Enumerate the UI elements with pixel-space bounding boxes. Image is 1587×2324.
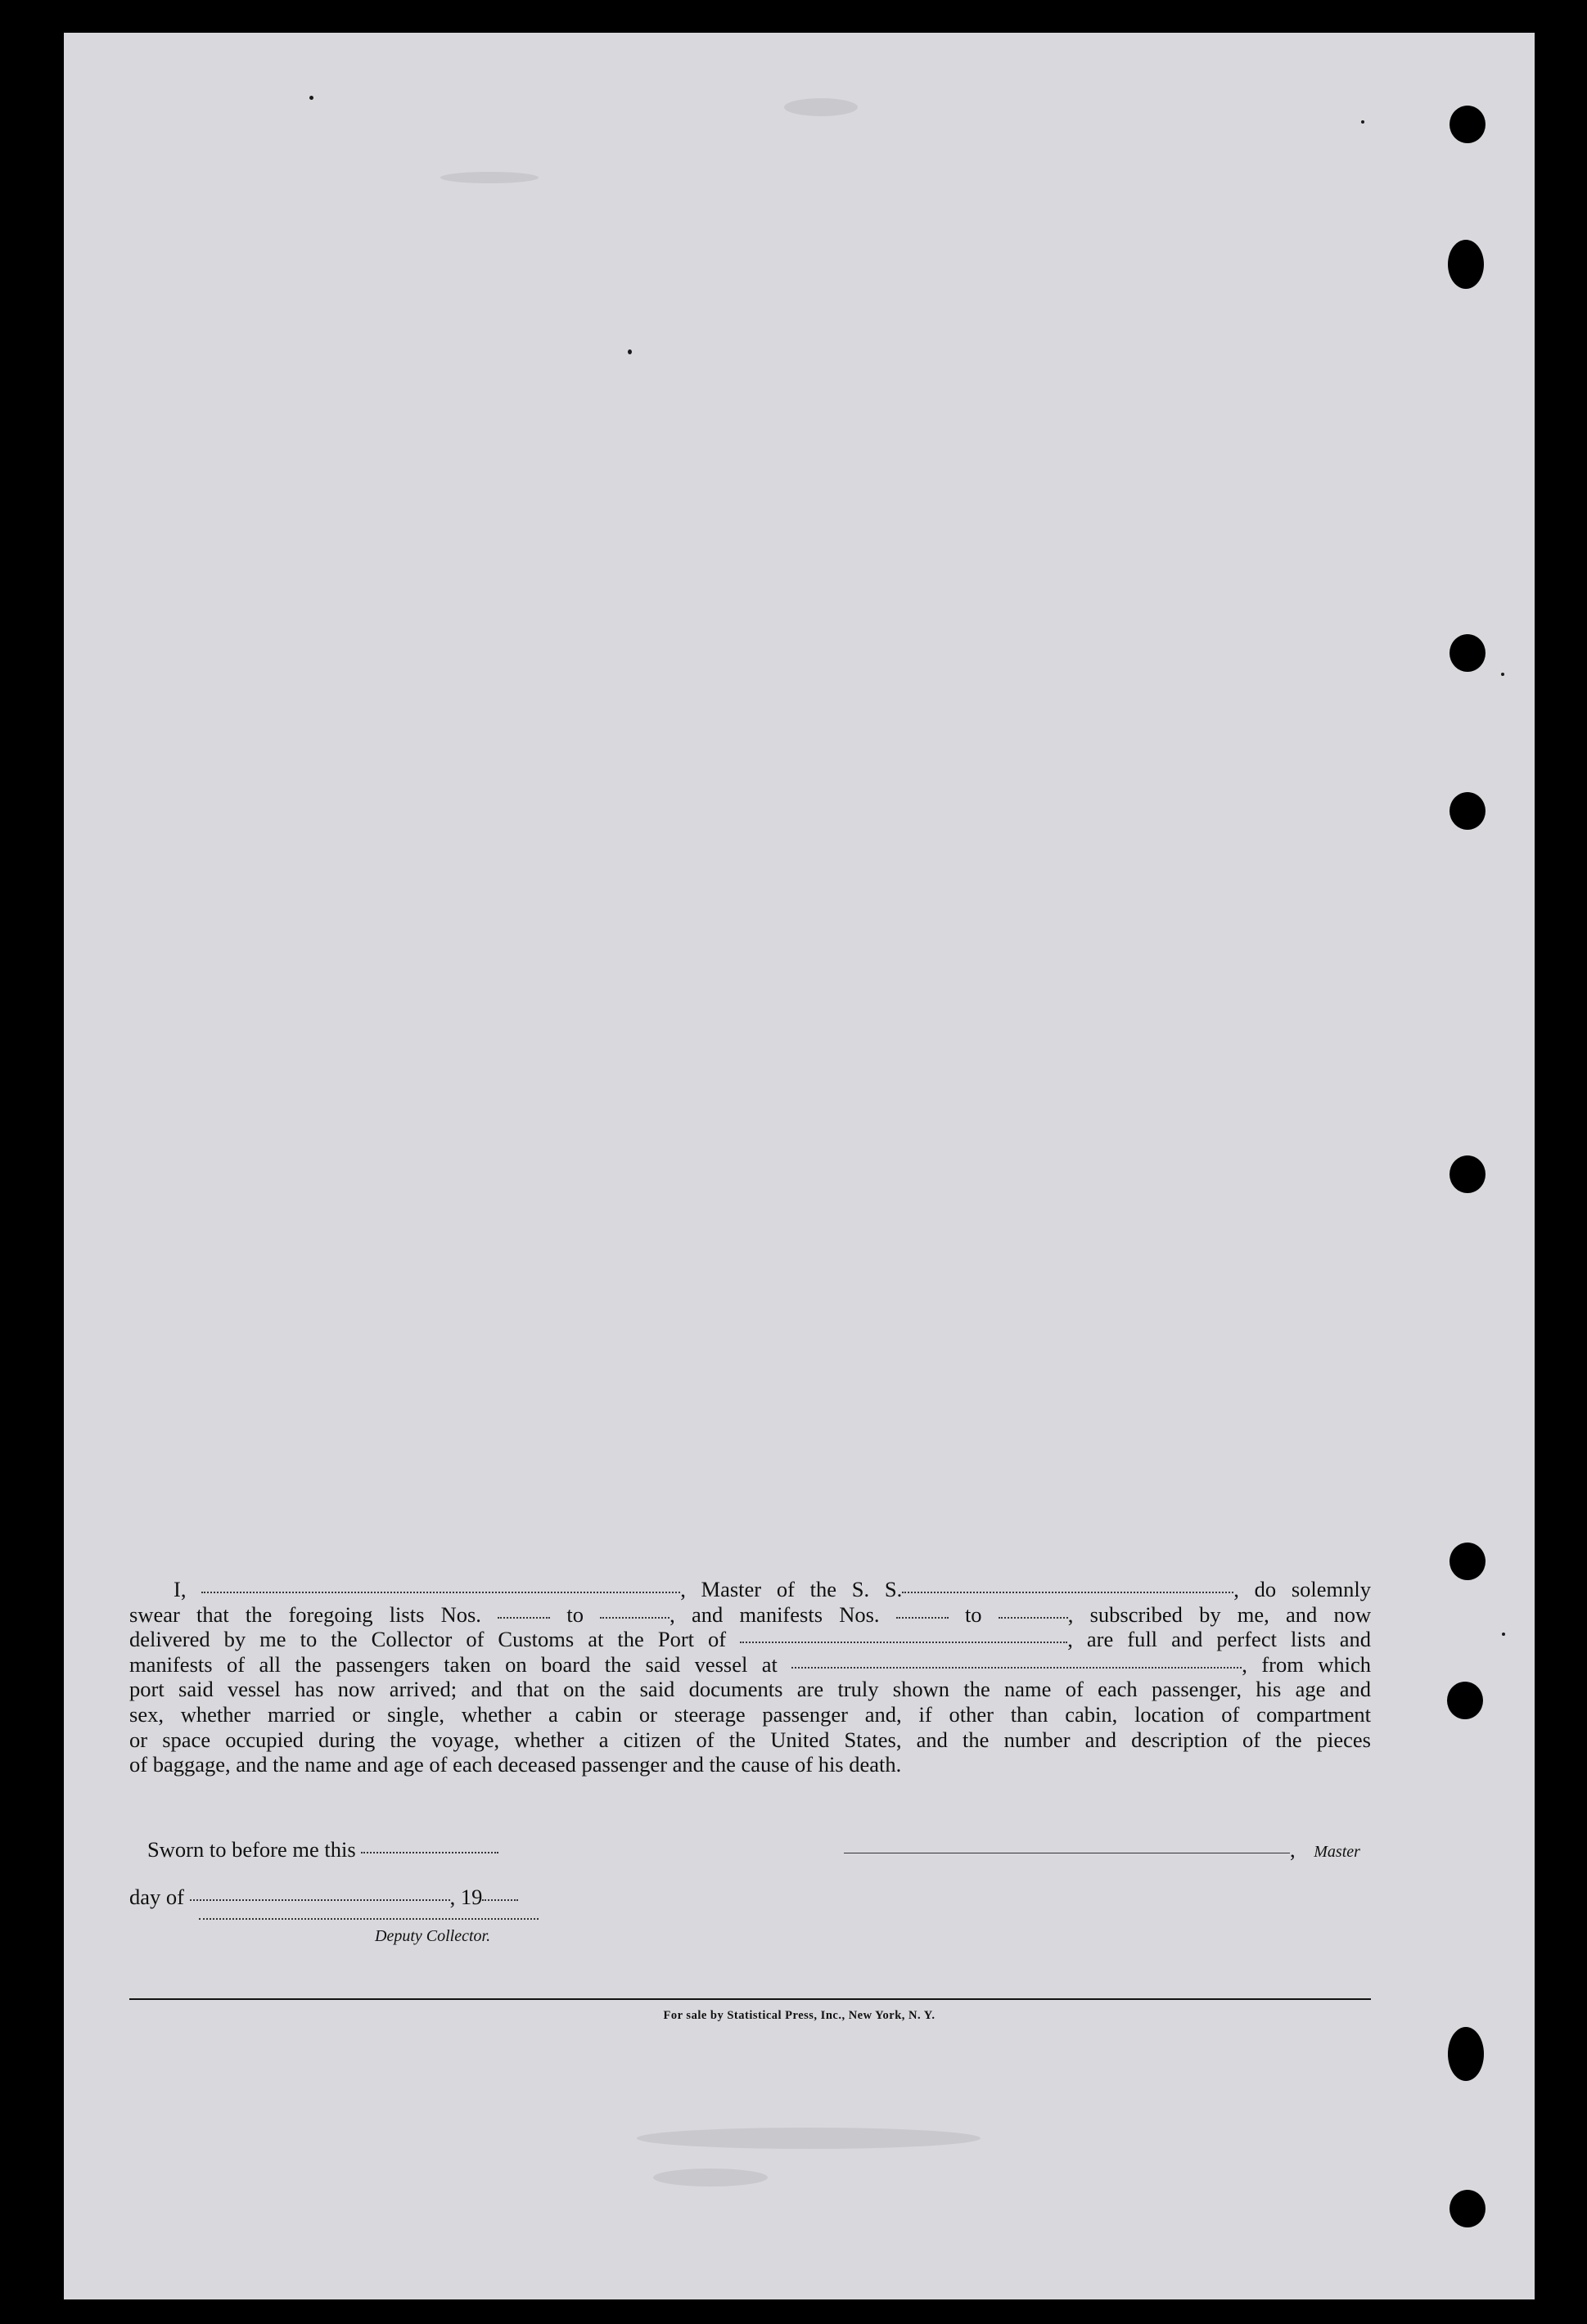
oath-text: I, bbox=[174, 1577, 187, 1601]
smudge bbox=[653, 2169, 768, 2187]
blank-field bbox=[791, 1667, 1242, 1669]
blank-field bbox=[902, 1592, 1233, 1593]
blank-field bbox=[600, 1617, 670, 1619]
oath-text: to bbox=[964, 1601, 982, 1627]
oath-line: of baggage, and the name and age of each deceased passenger and the cause of his death. bbox=[129, 1752, 902, 1777]
blank-field bbox=[482, 1899, 518, 1901]
master-caption: Master bbox=[1314, 1843, 1360, 1861]
blank-field bbox=[999, 1617, 1068, 1619]
smudge bbox=[440, 172, 539, 183]
punch-hole bbox=[1449, 106, 1486, 143]
dust-speck bbox=[1501, 673, 1504, 676]
blank-field bbox=[498, 1617, 550, 1619]
printer-imprint: For sale by Statistical Press, Inc., New York, N. Y. bbox=[663, 2009, 936, 2022]
dust-speck bbox=[309, 96, 313, 100]
oath-paragraph bbox=[129, 1577, 1371, 1777]
footer-rule bbox=[129, 1998, 1371, 2000]
deputy-signature-line bbox=[199, 1915, 539, 1920]
punch-hole bbox=[1448, 2027, 1484, 2081]
document-page bbox=[64, 33, 1535, 2299]
dust-speck bbox=[1502, 1633, 1505, 1636]
oath-text: to bbox=[566, 1601, 584, 1627]
dust-speck bbox=[1361, 120, 1364, 124]
year-prefix: , 19 bbox=[449, 1885, 483, 1909]
oath-line bbox=[129, 1627, 1371, 1652]
day-of-label: day of bbox=[129, 1885, 184, 1909]
oath-line: port said vessel has now arrived; and that on the said documents are truly shown the name of each passenger, his age and bbox=[129, 1677, 1371, 1702]
oath-line: sex, whether married or single, whether a cabin or steerage passenger and, if other than cabin, location of compartment bbox=[129, 1701, 1371, 1727]
punch-hole bbox=[1449, 792, 1486, 830]
oath-line bbox=[129, 1577, 1371, 1602]
blank-field bbox=[896, 1617, 949, 1619]
oath-text: , Master of the S. S. bbox=[680, 1577, 903, 1601]
master-signature-line bbox=[844, 1837, 1360, 1862]
oath-text: , do solemnly bbox=[1233, 1577, 1372, 1601]
punch-hole bbox=[1449, 1543, 1486, 1580]
day-of-line bbox=[129, 1885, 518, 1910]
blank-field bbox=[361, 1852, 498, 1853]
oath-text: manifests of all the passengers taken on board the said vessel at bbox=[129, 1651, 778, 1677]
oath-text: swear that the foregoing lists Nos. bbox=[129, 1601, 481, 1627]
punch-hole bbox=[1448, 240, 1484, 289]
oath-line bbox=[129, 1602, 1371, 1628]
oath-line: or space occupied during the voyage, whether a citizen of the United States, and the number and description of the pieces bbox=[129, 1727, 1371, 1752]
punch-hole bbox=[1449, 1155, 1486, 1193]
comma: , bbox=[1290, 1837, 1296, 1862]
oath-text: delivered by me to the Collector of Customs at the Port of bbox=[129, 1627, 727, 1652]
smudge bbox=[784, 98, 858, 116]
oath-text: , from which bbox=[1242, 1651, 1371, 1677]
blank-field bbox=[190, 1899, 450, 1901]
oath-text: , and manifests Nos. bbox=[670, 1601, 880, 1627]
blank-field bbox=[201, 1592, 680, 1593]
punch-hole bbox=[1449, 2190, 1486, 2227]
smudge bbox=[637, 2128, 981, 2149]
dust-speck bbox=[628, 349, 632, 354]
oath-line bbox=[129, 1652, 1371, 1678]
punch-hole bbox=[1447, 1682, 1483, 1719]
oath-text: , subscribed by me, and now bbox=[1067, 1601, 1372, 1627]
sworn-label: Sworn to before me this bbox=[147, 1837, 356, 1862]
deputy-caption: Deputy Collector. bbox=[375, 1927, 491, 1945]
sworn-line bbox=[147, 1837, 498, 1862]
oath-text: , are full and perfect lists and bbox=[1067, 1627, 1372, 1652]
punch-hole bbox=[1449, 634, 1486, 672]
blank-field bbox=[740, 1642, 1067, 1643]
